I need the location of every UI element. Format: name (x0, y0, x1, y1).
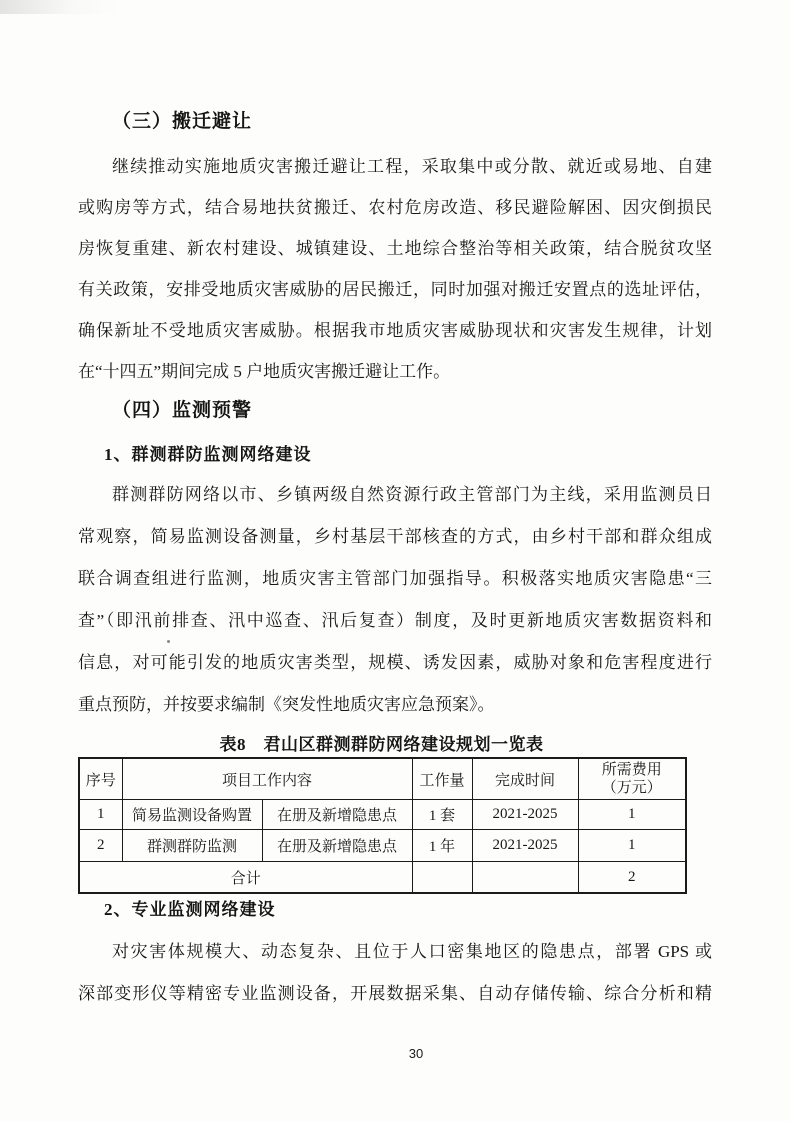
cell-seq: 2 (79, 830, 122, 862)
heading-professional-monitoring-network: 2、专业监测网络建设 (104, 900, 276, 919)
cell-seq: 1 (79, 800, 122, 830)
text-line: 在“十四五”期间完成 5 户地质灾害搬迁避让工作。 (78, 362, 451, 381)
text-line: 有关政策，安排受地质灾害威胁的居民搬迁，同时加强对搬迁安置点的选址评估， (78, 280, 712, 299)
text-line: 查”（即汛前排查、汛中巡查、汛后复查）制度，及时更新地质灾害数据资料和 (78, 611, 712, 630)
text-line: 对灾害体规模大、动态复杂、且位于人口密集地区的隐患点，部署 GPS 或 (112, 942, 712, 961)
text-line: 重点预防，并按要求编制《突发性地质灾害应急预案》。 (78, 695, 495, 714)
header-seq: 序号 (79, 758, 122, 800)
header-workload: 工作量 (412, 758, 472, 800)
cell-workload: 1 套 (412, 800, 472, 830)
cell-item: 群测群防监测 (122, 830, 262, 862)
cell-cost: 1 (578, 800, 686, 830)
text-line: 或购房等方式，结合易地扶贫搬迁、农村危房改造、移民避险解困、因灾倒损民 (78, 198, 712, 217)
cell-total-label: 合计 (79, 862, 412, 894)
page-number: 30 (408, 1046, 424, 1061)
cell-total-time (472, 862, 578, 894)
text-line: 联合调查组进行监测，地质灾害主管部门加强指导。积极落实地质灾害隐患“三 (78, 569, 712, 588)
header-cost (578, 758, 686, 800)
table-row (79, 830, 686, 862)
text-line: 常观察，简易监测设备测量，乡村基层干部核查的方式，由乡村干部和群众组成 (78, 527, 712, 546)
header-cost-line1: 所需费用 (601, 762, 662, 778)
heading-mass-monitoring-network: 1、群测群防监测网络建设 (104, 445, 312, 464)
heading-monitoring: （四）监测预警 (112, 400, 253, 421)
text-line: 确保新址不受地质灾害威胁。根据我市地质灾害威胁现状和灾害发生规律，计划 (78, 321, 712, 340)
cell-total-cost: 2 (578, 862, 686, 894)
cell-time: 2021-2025 (472, 830, 578, 862)
header-cost-line2: （万元） (601, 780, 662, 796)
cell-total-workload (412, 862, 472, 894)
cell-target: 在册及新增隐患点 (262, 830, 412, 862)
cell-target: 在册及新增隐患点 (262, 800, 412, 830)
table-row (79, 800, 686, 830)
paragraph-relocation (78, 146, 712, 392)
paragraph-professional-monitoring (78, 931, 712, 1015)
paragraph-mass-monitoring (78, 474, 712, 726)
cell-workload: 1 年 (412, 830, 472, 862)
text-line: 房恢复重建、新农村建设、城镇建设、土地综合整治等相关政策，结合脱贫攻坚 (78, 239, 712, 258)
header-content: 项目工作内容 (122, 758, 412, 800)
heading-relocation: （三）搬迁避让 (112, 111, 253, 132)
text-line: 信息，对可能引发的地质灾害类型，规模、诱发因素，威胁对象和危害程度进行 (78, 653, 712, 672)
table-caption: 表8 君山区群测群防网络建设规划一览表 (219, 735, 544, 754)
header-time: 完成时间 (472, 758, 578, 800)
text-line: 群测群防网络以市、乡镇两级自然资源行政主管部门为主线，采用监测员日 (112, 485, 712, 504)
plan-table (78, 757, 687, 894)
cell-item: 简易监测设备购置 (122, 800, 262, 830)
table-total-row (79, 862, 686, 894)
text-line: 深部变形仪等精密专业监测设备，开展数据采集、自动存储传输、综合分析和精 (78, 984, 712, 1003)
scan-smudge (0, 0, 120, 14)
table-header-row (79, 758, 686, 800)
cell-time: 2021-2025 (472, 800, 578, 830)
text-line: 继续推动实施地质灾害搬迁避让工程，采取集中或分散、就近或易地、自建 (112, 157, 712, 176)
cell-cost: 1 (578, 830, 686, 862)
